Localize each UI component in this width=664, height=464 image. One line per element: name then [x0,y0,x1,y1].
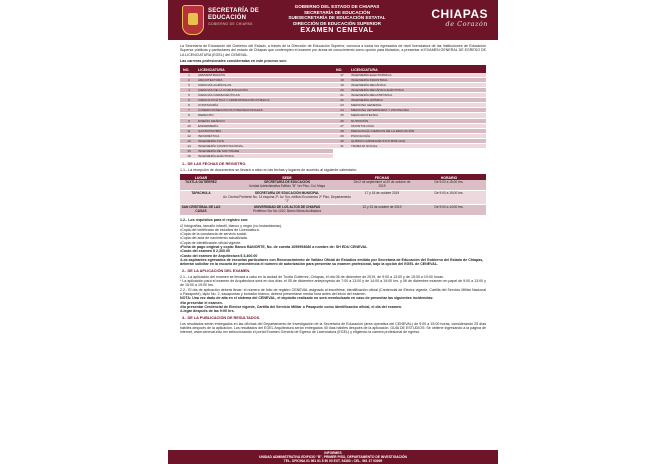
career-number: 28 [340,128,344,133]
header-banner [168,0,498,40]
reg-sede-address: Unidad Administrativa Edificio "B" 1er Piso, Col. Maya [249,183,325,188]
career-name: ADMINISTRACIÓN [198,72,225,77]
career-number: 15 [187,149,191,154]
careers-header: NO. LICENCIATURA [180,67,333,73]
career-number: 16 [187,154,191,159]
aplicacion-paragraph: NOTA: Una vez dado de alta en el sistema del CENEVAL, el depósito realizado no será reembolsado en caso de presentar las siguientes incidencias: [180,296,434,301]
career-name: ODONTOLOGÍA [351,123,374,128]
career-name: INGENIERÍA DE SOFTWARE [198,149,240,154]
career-number: 6 [188,98,190,103]
header-line: SUBSECRETARÍA DE EDUCACIÓN ESTATAL [288,15,386,20]
career-number: 21 [340,93,344,98]
career-number: 24 [340,108,344,113]
career-name: NUTRICIÓN [351,118,369,123]
career-name: DERECHO [198,113,214,118]
aplicacion-paragraph: 2.1.- La aplicación del examen se llevará a cabo en la ciudad de Tuxtla Gutiérrez, Chiapas, el día 06 de diciembre de 2019, de 9:00 a 13:00 y de 15:00 a 19:00 horas. [180,274,444,279]
exam-title: EXAMEN CENEVAL [300,27,374,34]
career-name: INGENIERÍA QUÍMICA [351,98,383,103]
career-name: INGENIERÍA INDUSTRIAL [351,77,388,82]
footer-title: INFORMES [324,451,342,455]
career-row [180,154,333,159]
reg-lugar: TUXTLA GUTIÉRREZ [185,179,217,184]
career-name: PEDAGOGÍA-CIENCIAS DE LA EDUCACIÓN [351,128,415,133]
requirement-item: •Copia del certificado de estudios de Licenciatura. [180,227,260,232]
footer-phone: TEL. OFICINA 01 961 61 8 50 00 EXT. 54380 • CEL. 961 37 03609 [283,459,383,463]
career-number: 31 [340,144,344,148]
reg-fechas: 22 y 23 de octubre de 2019 [362,205,402,210]
career-name: MEDICINA GENERAL [351,103,382,108]
career-number: 5 [188,93,190,98]
career-name: INGENIERÍA MECATRÓNICA [351,93,393,98]
reg-sede [222,180,352,190]
requirement-item: •Copia del acta de nacimiento actualizada. [180,236,248,241]
requirement-item: •Ficha de pago original y copia: Banco BANORTE, No. de cuenta 1059993686 a nombre de: SH EDU CENEVAL [180,245,368,249]
career-number: 30 [340,138,344,143]
career-number: 12 [187,133,191,138]
career-name: CIENCIAS FARMACÉUTICAS [198,93,240,98]
reg-sede [222,191,352,205]
reg-sede-title: UNIVERSIDAD DE LOS ALTOS DE CHIAPAS [253,205,321,210]
aplicacion-paragraph: * La aplicación para el examen de Arquitectura será en dos días: el 05 de diciembre anteproyecto de 7:00 a 13:00 y de 14:00 a 19:00 hrs. y 06 de diciembre examen en papel de 9:00 a 13:00 y de 15:00 a 19:00 hrs. [180,279,486,288]
career-number: 13 [187,138,191,143]
registration-row [180,191,486,206]
career-name: ENFERMERÍA [198,123,219,128]
career-number: 19 [340,82,344,87]
career-number: 7 [188,108,190,113]
section-title-aplicacion: 2.- DE LA APLICACIÓN DEL EXAMEN. [182,269,251,274]
career-number: 22 [340,98,344,103]
header-line: GOBIERNO DEL ESTADO DE CHIAPAS [294,4,380,9]
aplicacion-paragraph: •No presentar el examen. [180,300,223,305]
careers-column-left [180,67,333,160]
career-number: 14 [187,144,191,148]
career-name: CIENCIAS DE LA COMUNICACIÓN [198,87,248,92]
secretaria-logo-text: SECRETARÍA DE EDUCACIÓN GOBIERNO DE CHIAPAS [208,8,259,26]
career-name: INGENIERÍA CIVIL [198,138,225,143]
careers-header: NO. LICENCIATURA [333,67,486,73]
career-number: 18 [340,77,344,82]
registration-row [180,205,486,216]
career-number: 9 [188,118,190,123]
career-number: 3 [188,82,190,87]
requirement-item: •Costo del examen $ 2,300.00 [180,249,230,254]
career-number: 2 [188,77,190,82]
registration-table [180,174,486,216]
reg-horario: De 9:00 a 14:00 hrs. [434,205,464,210]
intro-paragraph: La Secretaría de Educación del Gobierno del Estado, a través de la Dirección de Educación Superior, convoca a todos los egresados de nivel licenciatura de las Instituciones de Educación Superior públicas y particulares del estado de Chiapas que contemplen el examen por áreas de conocimiento como opción para titulación, a presentar el EXAMEN GENERAL DE EGRESO DE LA LICENCIATURA (EGEL) del CENEVAL. [180,44,486,57]
career-name: CIENCIA POLÍTICA Y ADMINISTRACIÓN PÚBLICA [198,98,270,103]
reg-sede-address: Av. Central Poniente No. 14 esquina 2ª. Av. Sur, edificio Económico 2º Piso, Departamento "J" [223,194,351,203]
career-row [333,144,486,149]
career-number: 6 [188,103,190,108]
registro-text: 1.1.- La recepción de documentos se llevará a cabo en las fechas y lugares de acuerdo al siguiente calendario: [180,167,358,172]
career-number: 20 [340,87,344,92]
registration-header: LUGAR SEDE FECHAS HORARIO [180,174,486,180]
chiapas-crest-icon [182,5,204,35]
aplicacion-paragraph: •Llegar después de las 9:00 hrs. [180,309,235,314]
career-name: MEDICINA VETERINARIA Y ZOOTECNIA [351,108,409,113]
footer-informes [168,450,498,464]
career-number: 27 [340,123,344,128]
career-number: 8 [188,113,190,118]
career-name: INGENIERÍA MECÁNICA [351,82,386,87]
reg-sede [222,205,352,215]
reg-fechas: Del 2 de septiembre al 20 de octubre de 2019 [353,179,411,188]
aplicacion-paragraph: 2.2.- El día de aplicación deberá llevar: el número de folio de registro CENEVAL asignado al inscribirse, identificación oficial (Credencial de Elector vigente, Cartilla del Servicio Militar Nacional o Pasaporte), lápiz No. 2, sacapuntas y borrador blanco; deberá presentarse media hora antes del inicio del examen. [180,287,486,296]
requirement-item: •Copia de identificación oficial vigente. [180,240,242,245]
footer-address: UNIDAD ADMINISTRATIVA EDIFICIO "B", PRIMER PISO, DEPARTAMENTO DE INVESTIGACIÓN [259,455,407,459]
career-number: 17 [340,72,344,77]
reg-sede-address: Periférico Sur No.1010, Barrio María Auxiliadora [252,209,322,214]
career-name: CIENCIAS AGRÍCOLAS [198,82,232,87]
career-name: CONTADURÍA [198,103,219,108]
header-line: SECRETARÍA DE EDUCACIÓN [303,9,371,15]
careers-column-right [333,67,486,160]
career-number: 29 [340,133,344,138]
reg-lugar: SAN CRISTÓBAL DE LAS CASAS [181,205,221,214]
career-name: TRABAJO SOCIAL [351,144,378,148]
careers-title: Las carreras profesionales consideradas en este proceso son: [180,58,287,63]
career-number: 25 [340,113,344,118]
career-name: INGENIERÍA MECÁNICA ELÉCTRICA [351,87,404,92]
career-number: 26 [340,118,344,123]
resultados-text: Los resultados serán entregados en las oficinas del Departamento de Investigación de la Secretaría de Educación (área operativa del CENEVAL) de 9:00 a 15:00 horas, considerando 25 días hábiles después de la aplicación. Los resultados del EGEL Arquitectura serán entregados 40 días hábiles después de la aplicación. GUÍA DE ESTUDIOS: Se obtiene ingresando a la página de internet, www.ceneval.edu.mx seleccionando el portal Examen General de Egreso de Licenciatura (EGEL) y eligiendo la carrera profesional de egreso. [180,321,486,335]
aplicacion-section [180,275,486,314]
career-number: 10 [187,123,191,128]
career-name: INGENIERÍA ELECTRÓNICA [351,72,392,77]
reg-horario: De 9:00 a 15:00 hrs. [434,190,464,195]
career-name: MERCADOTECNIA [351,113,379,118]
requirement-item: •Copia de la constancia de servicio social. [180,232,247,237]
requirements-list [180,224,486,267]
career-number: 11 [187,128,191,133]
requirement-item: •Los aspirantes egresados de escuelas particulares con Reconocimiento de Validez Oficial de Estudios emitido por Secretaría de Educación del Gobierno del Estado de Chiapas, deberán solicitar en la escuela de procedencia el número de autorización para presentar su examen profesional, bajo la opción del EGEL de CENEVAL. [180,257,484,267]
requirement-item: •Costo del examen de Arquitectura $ 3,400.00 [180,253,258,258]
reg-sede-title: SECRETARÍA DE EDUCACIÓN [264,179,310,184]
career-number: 4 [188,87,190,92]
reg-horario: De 9:00 a 15:00 hrs. [434,179,464,184]
chiapas-brand-logo: CHIAPAS de Corazón [431,7,488,28]
career-number: 1 [188,72,190,77]
career-name: INFORMÁTICA [198,133,220,138]
registration-rows [180,180,486,216]
section-title-resultados: 3.- DE LA PUBLICACIÓN DE RESULTADOS. [182,316,261,321]
reg-fechas: 17 y 18 de octubre 2019 [364,190,400,195]
requirements-title: 1.2.- Los requisitos para el registro son: [180,218,249,223]
reg-sede-title: SECRETARÍA DE EDUCACIÓN MUNICIPAL [254,190,320,195]
career-name: PSICOLOGÍA [351,133,371,138]
career-name: COMERCIO/NEGOCIOS INTERNACIONALES [198,108,263,113]
poster-body [180,44,486,335]
reg-lugar: TAPACHULA [191,190,211,195]
careers-table [180,65,486,160]
section-title-registro: 1.- DE LAS FECHAS DE REGISTRO. [182,162,247,167]
career-name: INGENIERÍA ELÉCTRICA [198,154,234,159]
career-name: ARQUITECTURA [198,77,223,82]
convocatoria-poster [168,0,498,464]
header-line: DIRECCIÓN DE EDUCACIÓN SUPERIOR [293,20,381,26]
career-number: 23 [340,103,344,108]
registration-row [180,180,486,191]
aplicacion-paragraph: •No presentar Credencial de Elector vigente, Cartilla del Servicio Militar o Pasaporte como identificación oficial, el día del examen. [180,304,403,309]
career-name: INGENIERÍA COMPUTACIONAL [198,144,244,148]
career-name: QUÍMICO-FARMACÉUTICO BIÓLOGO [351,138,406,143]
career-name: DISEÑO GRÁFICO [198,118,225,123]
career-name: GASTRONOMÍA [198,128,222,133]
header-titles [278,4,396,35]
requirement-item: •2 fotografías, tamaño infantil, blanco y negro (no instantáneas). [180,223,282,228]
